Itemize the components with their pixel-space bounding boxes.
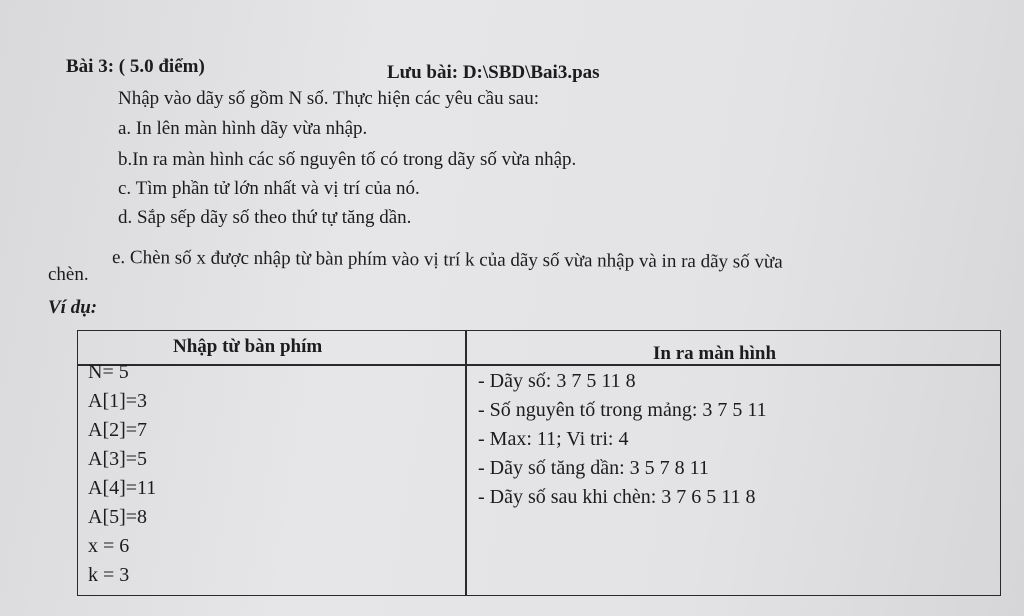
header-divider <box>78 364 1000 366</box>
exercise-title: Bài 3: ( 5.0 điểm) <box>66 56 205 77</box>
output-column-header: In ra màn hình <box>653 343 777 364</box>
output-list <box>478 367 767 512</box>
requirement-d: d. Sắp sếp dãy số theo thứ tự tăng dần. <box>118 207 412 228</box>
requirement-b: b.In ra màn hình các số nguyên tố có trong dãy số vừa nhập. <box>118 149 577 170</box>
input-item: k = 3 <box>88 564 130 586</box>
column-divider <box>465 331 467 595</box>
example-table <box>77 330 1001 596</box>
output-item: - Max: 11; Vi tri: 4 <box>478 428 629 450</box>
requirement-c: c. Tìm phần tử lớn nhất và vị trí của nó. <box>118 178 420 199</box>
input-list <box>88 358 156 590</box>
input-item: N= 5 <box>88 361 129 383</box>
example-label: Ví dụ: <box>48 297 98 318</box>
requirement-e-continued: chèn. <box>48 264 89 285</box>
input-item: A[2]=7 <box>88 419 148 441</box>
input-column-header: Nhập từ bàn phím <box>173 336 323 357</box>
requirement-a: a. In lên màn hình dãy vừa nhập. <box>118 118 368 139</box>
save-path: Lưu bài: D:\SBD\Bai3.pas <box>387 62 600 83</box>
intro-text: Nhập vào dãy số gồm N số. Thực hiện các yêu cầu sau: <box>118 88 539 109</box>
output-item: - Dãy số tăng dần: 3 5 7 8 11 <box>478 457 709 479</box>
requirement-e: e. Chèn số x được nhập từ bàn phím vào vị trí k của dãy số vừa nhập và in ra dãy số vừa <box>111 247 783 273</box>
input-item: A[3]=5 <box>88 448 148 470</box>
input-item: A[1]=3 <box>88 390 148 412</box>
input-item: x = 6 <box>88 535 130 557</box>
input-item: A[4]=11 <box>88 477 157 499</box>
output-item: - Dãy số: 3 7 5 11 8 <box>478 370 636 392</box>
output-item: - Dãy số sau khi chèn: 3 7 6 5 11 8 <box>478 486 756 508</box>
output-item: - Số nguyên tố trong mảng: 3 7 5 11 <box>478 399 767 421</box>
input-item: A[5]=8 <box>88 506 148 528</box>
